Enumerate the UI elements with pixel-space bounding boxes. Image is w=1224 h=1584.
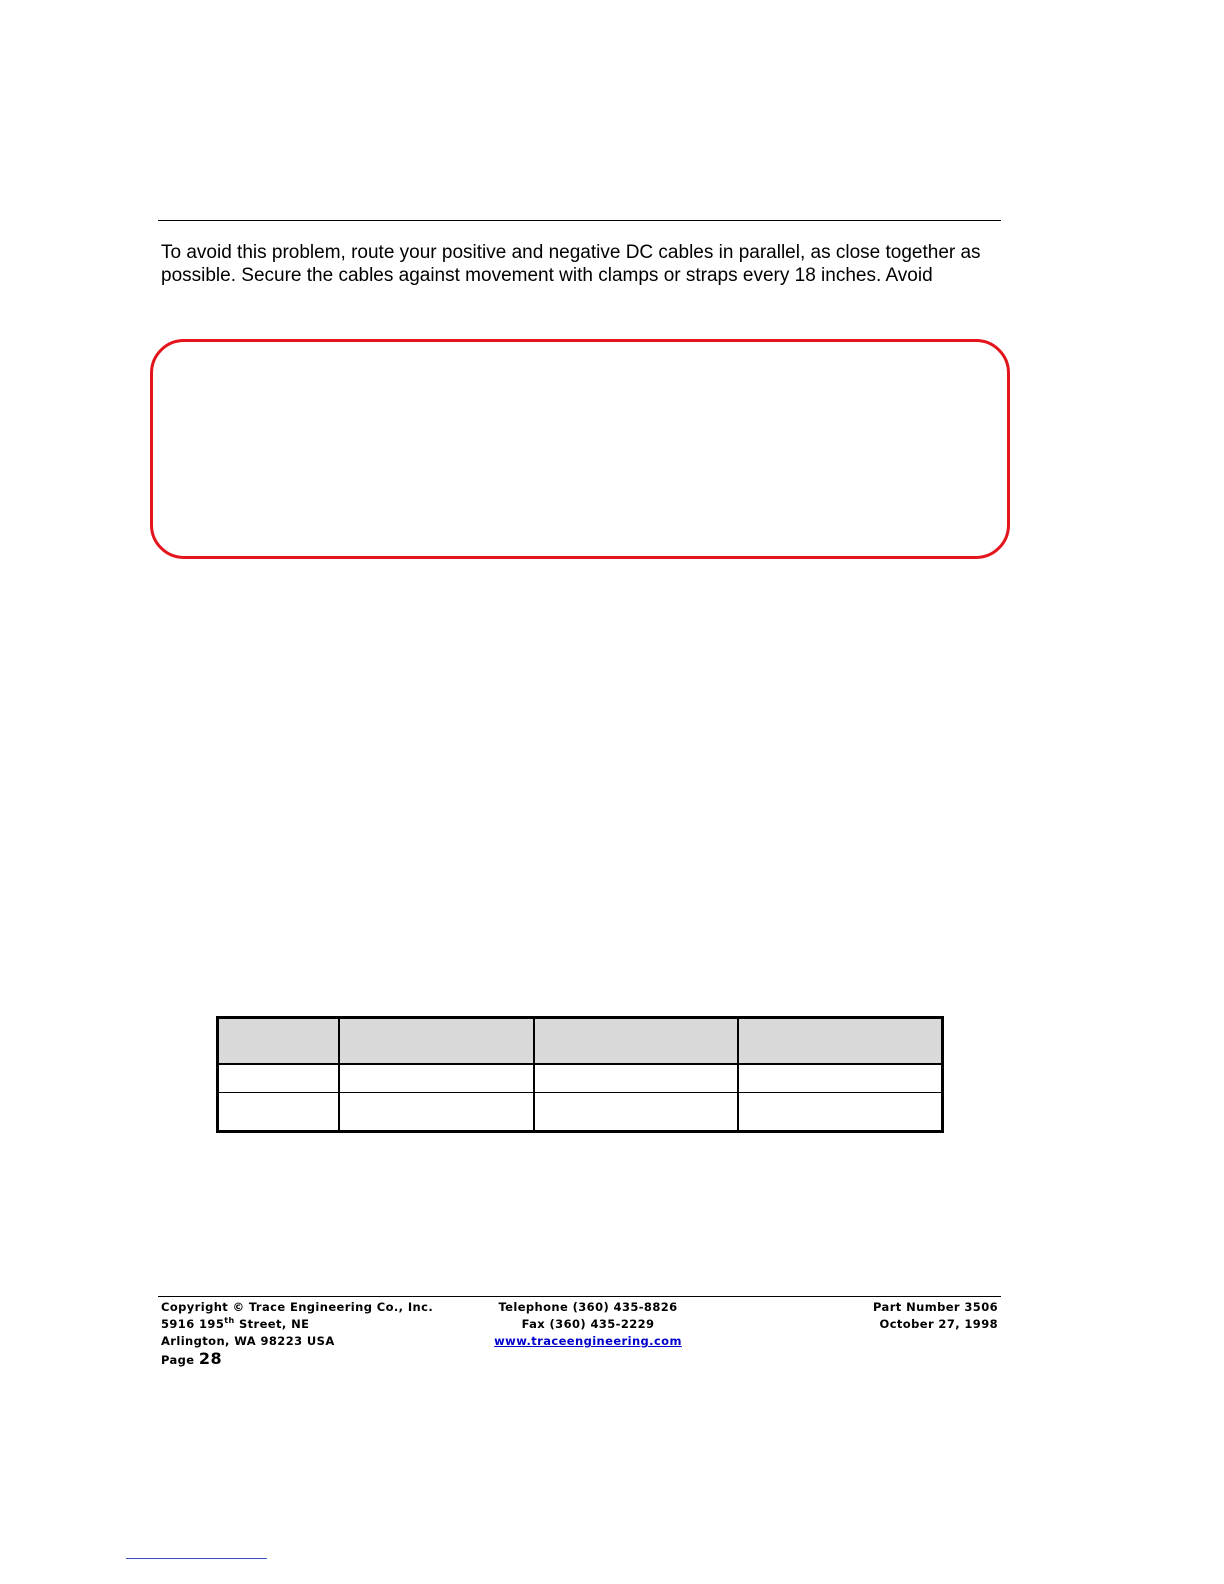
warning-box (150, 339, 1010, 559)
footer-city: Arlington, WA 98223 USA (161, 1334, 335, 1348)
table-header-cell (218, 1018, 340, 1065)
table-cell (218, 1064, 340, 1093)
paragraph-line-1: To avoid this problem, route your positive and negative DC cables in parallel, as close together as (161, 242, 981, 263)
footer-part-number: Part Number 3506 (873, 1300, 998, 1314)
footer-left (161, 1299, 433, 1369)
table-cell (218, 1093, 340, 1132)
footer-copyright: Copyright © Trace Engineering Co., Inc. (161, 1300, 434, 1314)
table-header-row (218, 1018, 943, 1065)
spec-table (216, 1016, 944, 1133)
table-header-cell (339, 1018, 534, 1065)
footer-right (800, 1299, 998, 1333)
table-cell (339, 1093, 534, 1132)
footer-date: October 27, 1998 (879, 1317, 998, 1331)
page-number: 28 (198, 1349, 222, 1368)
footer-rule (158, 1296, 1001, 1297)
footer-telephone: Telephone (360) 435-8826 (498, 1300, 678, 1314)
table-row (218, 1064, 943, 1093)
footnote-rule (126, 1558, 267, 1559)
footer-address: 5916 195th Street, NE (161, 1316, 310, 1331)
footer-page (161, 1350, 433, 1369)
table-cell (339, 1064, 534, 1093)
table-cell (534, 1064, 738, 1093)
footer-fax: Fax (360) 435-2229 (521, 1317, 655, 1331)
paragraph-line-2: possible. Secure the cables against movement with clamps or straps every 18 inches. Avoid (161, 265, 933, 286)
website-link[interactable]: www.traceengineering.com (494, 1334, 682, 1348)
footer-center (470, 1299, 706, 1350)
body-paragraph (161, 241, 991, 287)
table-cell (738, 1093, 942, 1132)
table-cell (738, 1064, 942, 1093)
table-row (218, 1093, 943, 1132)
header-rule (158, 220, 1001, 221)
table-header-cell (738, 1018, 942, 1065)
table-cell (534, 1093, 738, 1132)
table-header-cell (534, 1018, 738, 1065)
page-label: Page (161, 1353, 195, 1367)
